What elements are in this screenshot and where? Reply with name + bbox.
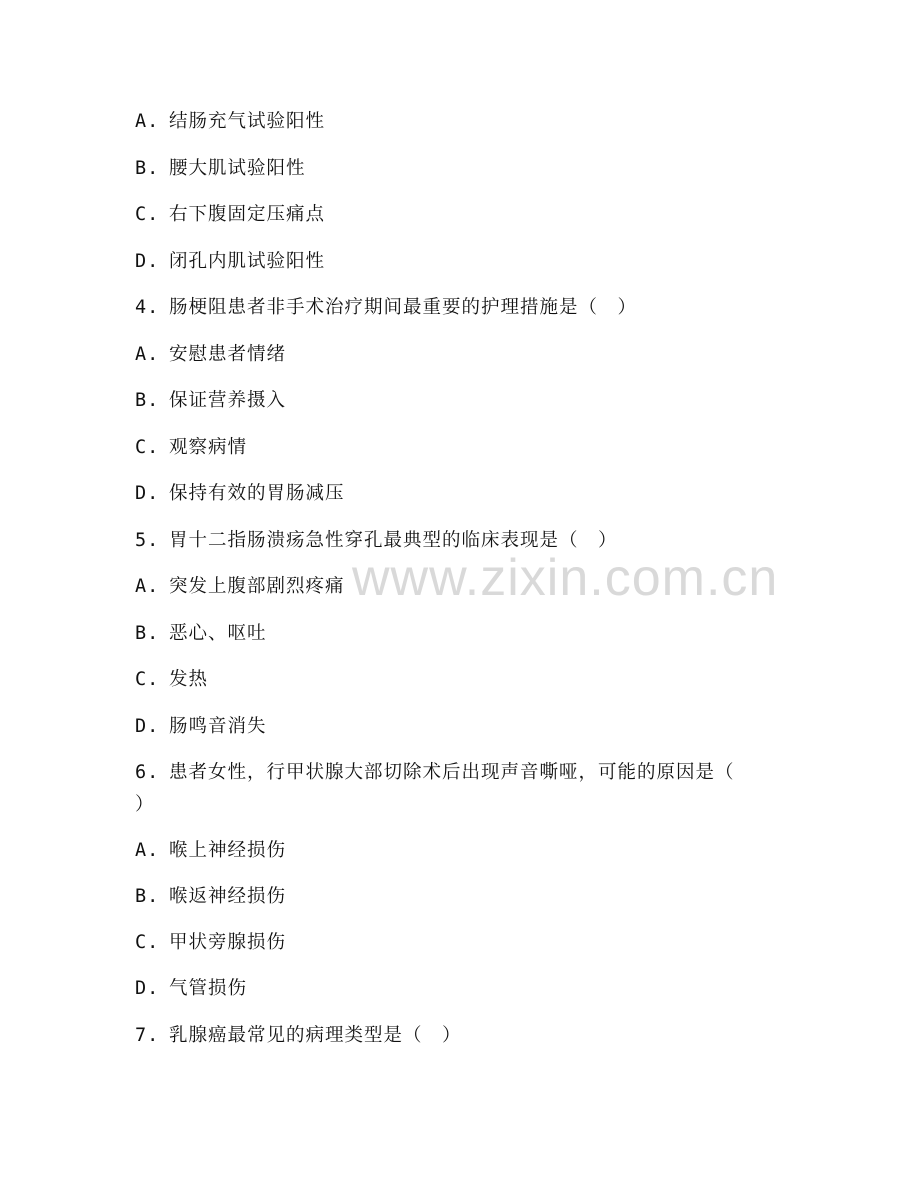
option-text: 保持有效的胃肠减压	[169, 483, 345, 504]
q3-option-c	[135, 203, 325, 227]
option-marker: D.	[135, 716, 160, 737]
q6-option-c	[135, 931, 286, 955]
q5-option-d	[135, 715, 267, 739]
q6-option-a	[135, 839, 286, 863]
q4-option-c	[135, 436, 247, 460]
question-4	[135, 296, 637, 320]
question-text: 胃十二指肠溃疡急性穿孔最典型的临床表现是（ ）	[169, 530, 618, 551]
option-text: 甲状旁腺损伤	[169, 932, 287, 953]
option-marker: C.	[135, 204, 160, 225]
option-marker: C.	[135, 437, 160, 458]
q4-option-a	[135, 343, 286, 367]
q6-option-d	[135, 977, 247, 1001]
option-text: 发热	[169, 669, 209, 690]
question-text: 患者女性，行甲状腺大部切除术后出现声音嘶哑，可能的原因是（	[169, 762, 735, 783]
option-text: 闭孔内肌试验阳性	[169, 251, 326, 272]
option-marker: B.	[135, 623, 160, 644]
q5-option-b	[135, 622, 267, 646]
option-marker: D.	[135, 251, 160, 272]
option-marker: C.	[135, 669, 160, 690]
q4-option-d	[135, 482, 345, 506]
question-text-continuation: ）	[135, 794, 155, 815]
q3-option-a	[135, 110, 325, 134]
option-marker: A.	[135, 344, 160, 365]
question-number: 6.	[135, 762, 160, 783]
option-marker: C.	[135, 932, 160, 953]
question-text: 肠梗阻患者非手术治疗期间最重要的护理措施是（ ）	[169, 297, 638, 318]
q5-option-a	[135, 575, 345, 599]
q6-option-b	[135, 885, 286, 909]
option-marker: A.	[135, 840, 160, 861]
option-text: 恶心、呕吐	[169, 623, 267, 644]
option-text: 肠鸣音消失	[169, 716, 267, 737]
option-marker: B.	[135, 158, 160, 179]
option-text: 结肠充气试验阳性	[169, 111, 326, 132]
option-text: 右下腹固定压痛点	[169, 204, 326, 225]
question-number: 5.	[135, 530, 160, 551]
q4-option-b	[135, 389, 286, 413]
question-7	[135, 1024, 462, 1048]
option-text: 气管损伤	[169, 978, 248, 999]
question-number: 4.	[135, 297, 160, 318]
q5-option-c	[135, 668, 208, 692]
question-6-continuation	[135, 793, 155, 817]
option-marker: B.	[135, 390, 160, 411]
option-text: 保证营养摄入	[169, 390, 287, 411]
q3-option-b	[135, 157, 306, 181]
option-marker: D.	[135, 483, 160, 504]
question-number: 7.	[135, 1025, 160, 1046]
option-text: 安慰患者情绪	[169, 344, 287, 365]
option-text: 观察病情	[169, 437, 248, 458]
option-text: 喉上神经损伤	[169, 840, 287, 861]
option-marker: A.	[135, 576, 160, 597]
question-6	[135, 761, 735, 785]
option-text: 突发上腹部剧烈疼痛	[169, 576, 345, 597]
option-marker: B.	[135, 886, 160, 907]
option-marker: A.	[135, 111, 160, 132]
option-marker: D.	[135, 978, 160, 999]
question-text: 乳腺癌最常见的病理类型是（ ）	[169, 1025, 462, 1046]
option-text: 喉返神经损伤	[169, 886, 287, 907]
q3-option-d	[135, 250, 325, 274]
option-text: 腰大肌试验阳性	[169, 158, 306, 179]
question-5	[135, 529, 618, 553]
watermark: www.zixin.com.cn	[352, 549, 779, 607]
